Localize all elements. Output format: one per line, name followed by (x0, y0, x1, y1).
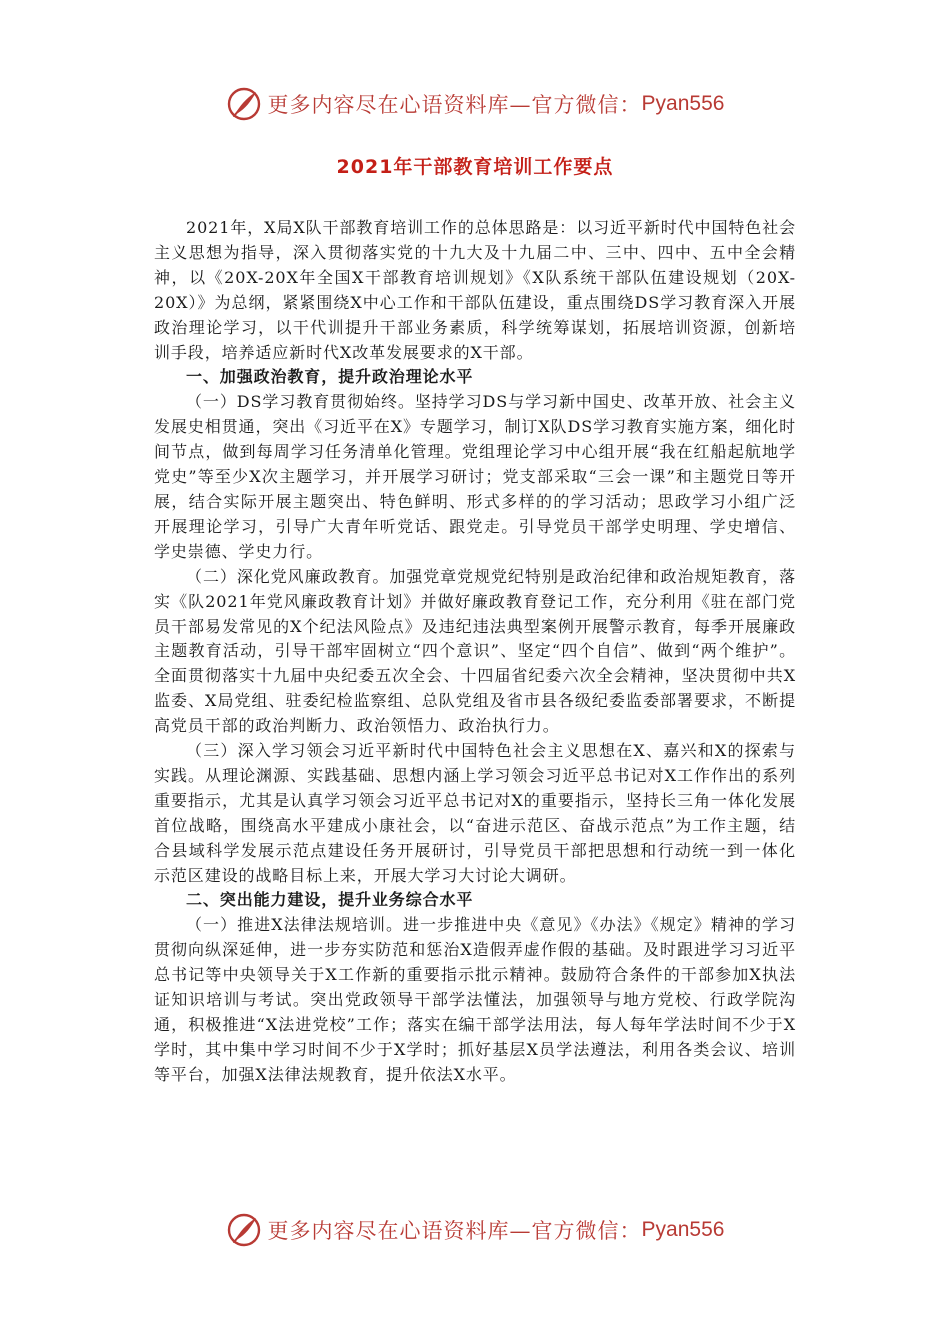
footer-banner-text: 更多内容尽在心语资料库—官方微信： (267, 1219, 642, 1243)
document-body (154, 216, 796, 1088)
section-1-paragraph-1: （一）DS学习教育贯彻始终。坚持学习DS与学习新中国史、改革开放、社会主义发展史相贯通，突出《习近平在X》专题学习，制订X队DS学习教育实施方案，细化时间节点，做到每周学习任务清单化管理。党组理论学习中心组开展“我在红船起航地学党史”等至少X次主题学习，并开展学习研讨；党支部采取“三会一课”和主题党日等开展，结合实际开展主题突出、特色鲜明、形式多样的的学习活动；思政学习小组广泛开展理论学习，引导广大青年听党话、跟党走。引导党员干部学史明理、学史增信、学史崇德、学史力行。 (154, 392, 796, 561)
header-banner-text: 更多内容尽在心语资料库—官方微信： (267, 93, 642, 117)
header-banner (0, 82, 950, 126)
document-title: 2021年干部教育培训工作要点 (336, 156, 614, 178)
footer-banner-wechat: Pyan556 (641, 1218, 725, 1241)
header-banner-wechat: Pyan556 (641, 92, 725, 115)
section-1-heading: 一、加强政治教育，提升政治理论水平 (186, 367, 474, 387)
footer-banner (0, 1208, 950, 1252)
section-2-heading: 二、突出能力建设，提升业务综合水平 (186, 890, 474, 910)
section-1-paragraph-3: （三）深入学习领会习近平新时代中国特色社会主义思想在X、嘉兴和X的探索与实践。从理论渊源、实践基础、思想内涵上学习领会习近平总书记对X工作作出的系列重要指示，尤其是认真学习领会习近平总书记对X的重要指示，坚持长三角一体化发展首位战略，围绕高水平建成小康社会，以“奋进示范区、奋战示范点”为工作主题，结合县域科学发展示范点建设任务开展研讨，引导党员干部把思想和行动统一到一体化示范区建设的战略目标上来，开展大学习大讨论大调研。 (154, 741, 796, 885)
intro-paragraph: 2021年，X局X队干部教育培训工作的总体思路是：以习近平新时代中国特色社会主义思想为指导，深入贯彻落实党的十九大及十九届二中、三中、四中、五中全会精神，以《20X-20X年全国X干部教育培训规划》《X队系统干部队伍建设规划（20X-20X）》为总纲，紧紧围绕X中心工作和干部队伍建设，重点围绕DS学习教育深入开展政治理论学习，以干代训提升干部业务素质，科学统筹谋划，拓展培训资源，创新培训手段，培养适应新时代X改革发展要求的X干部。 (154, 218, 796, 362)
section-1-paragraph-2: （二）深化党风廉政教育。加强党章党规党纪特别是政治纪律和政治规矩教育，落实《队2021年党风廉政教育计划》并做好廉政教育登记工作，充分利用《驻在部门党员干部易发常见的X个纪法风险点》及违纪违法典型案例开展警示教育，每季开展廉政主题教育活动，引导干部牢固树立“四个意识”、坚定“四个自信”、做到“两个维护”。全面贯彻落实十九届中央纪委五次全会、十四届省纪委六次全会精神，坚决贯彻中共X监委、X局党组、驻委纪检监察组、总队党组及省市县各级纪委监委部署要求，不断提高党员干部的政治判断力、政治领悟力、政治执行力。 (154, 566, 796, 736)
section-2-paragraph-1: （一）推进X法律法规培训。进一步推进中央《意见》《办法》《规定》精神的学习贯彻向纵深延伸，进一步夯实防范和惩治X造假弄虚作假的基础。及时跟进学习习近平总书记等中央领导关于X工作新的重要指示批示精神。鼓励符合条件的干部参加X执法证知识培训与考试。突出党政领导干部学法懂法，加强领导与地方党校、行政学院沟通，积极推进“X法进党校”工作；落实在编干部学法用法，每人每年学法时间不少于X学时，其中集中学习时间不少于X学时；抓好基层X员学法遵法，利用各类会议、培训等平台，加强X法律法规教育，提升依法X水平。 (154, 915, 796, 1084)
quill-pen-logo-icon (226, 86, 262, 122)
quill-pen-logo-icon (226, 1212, 262, 1248)
